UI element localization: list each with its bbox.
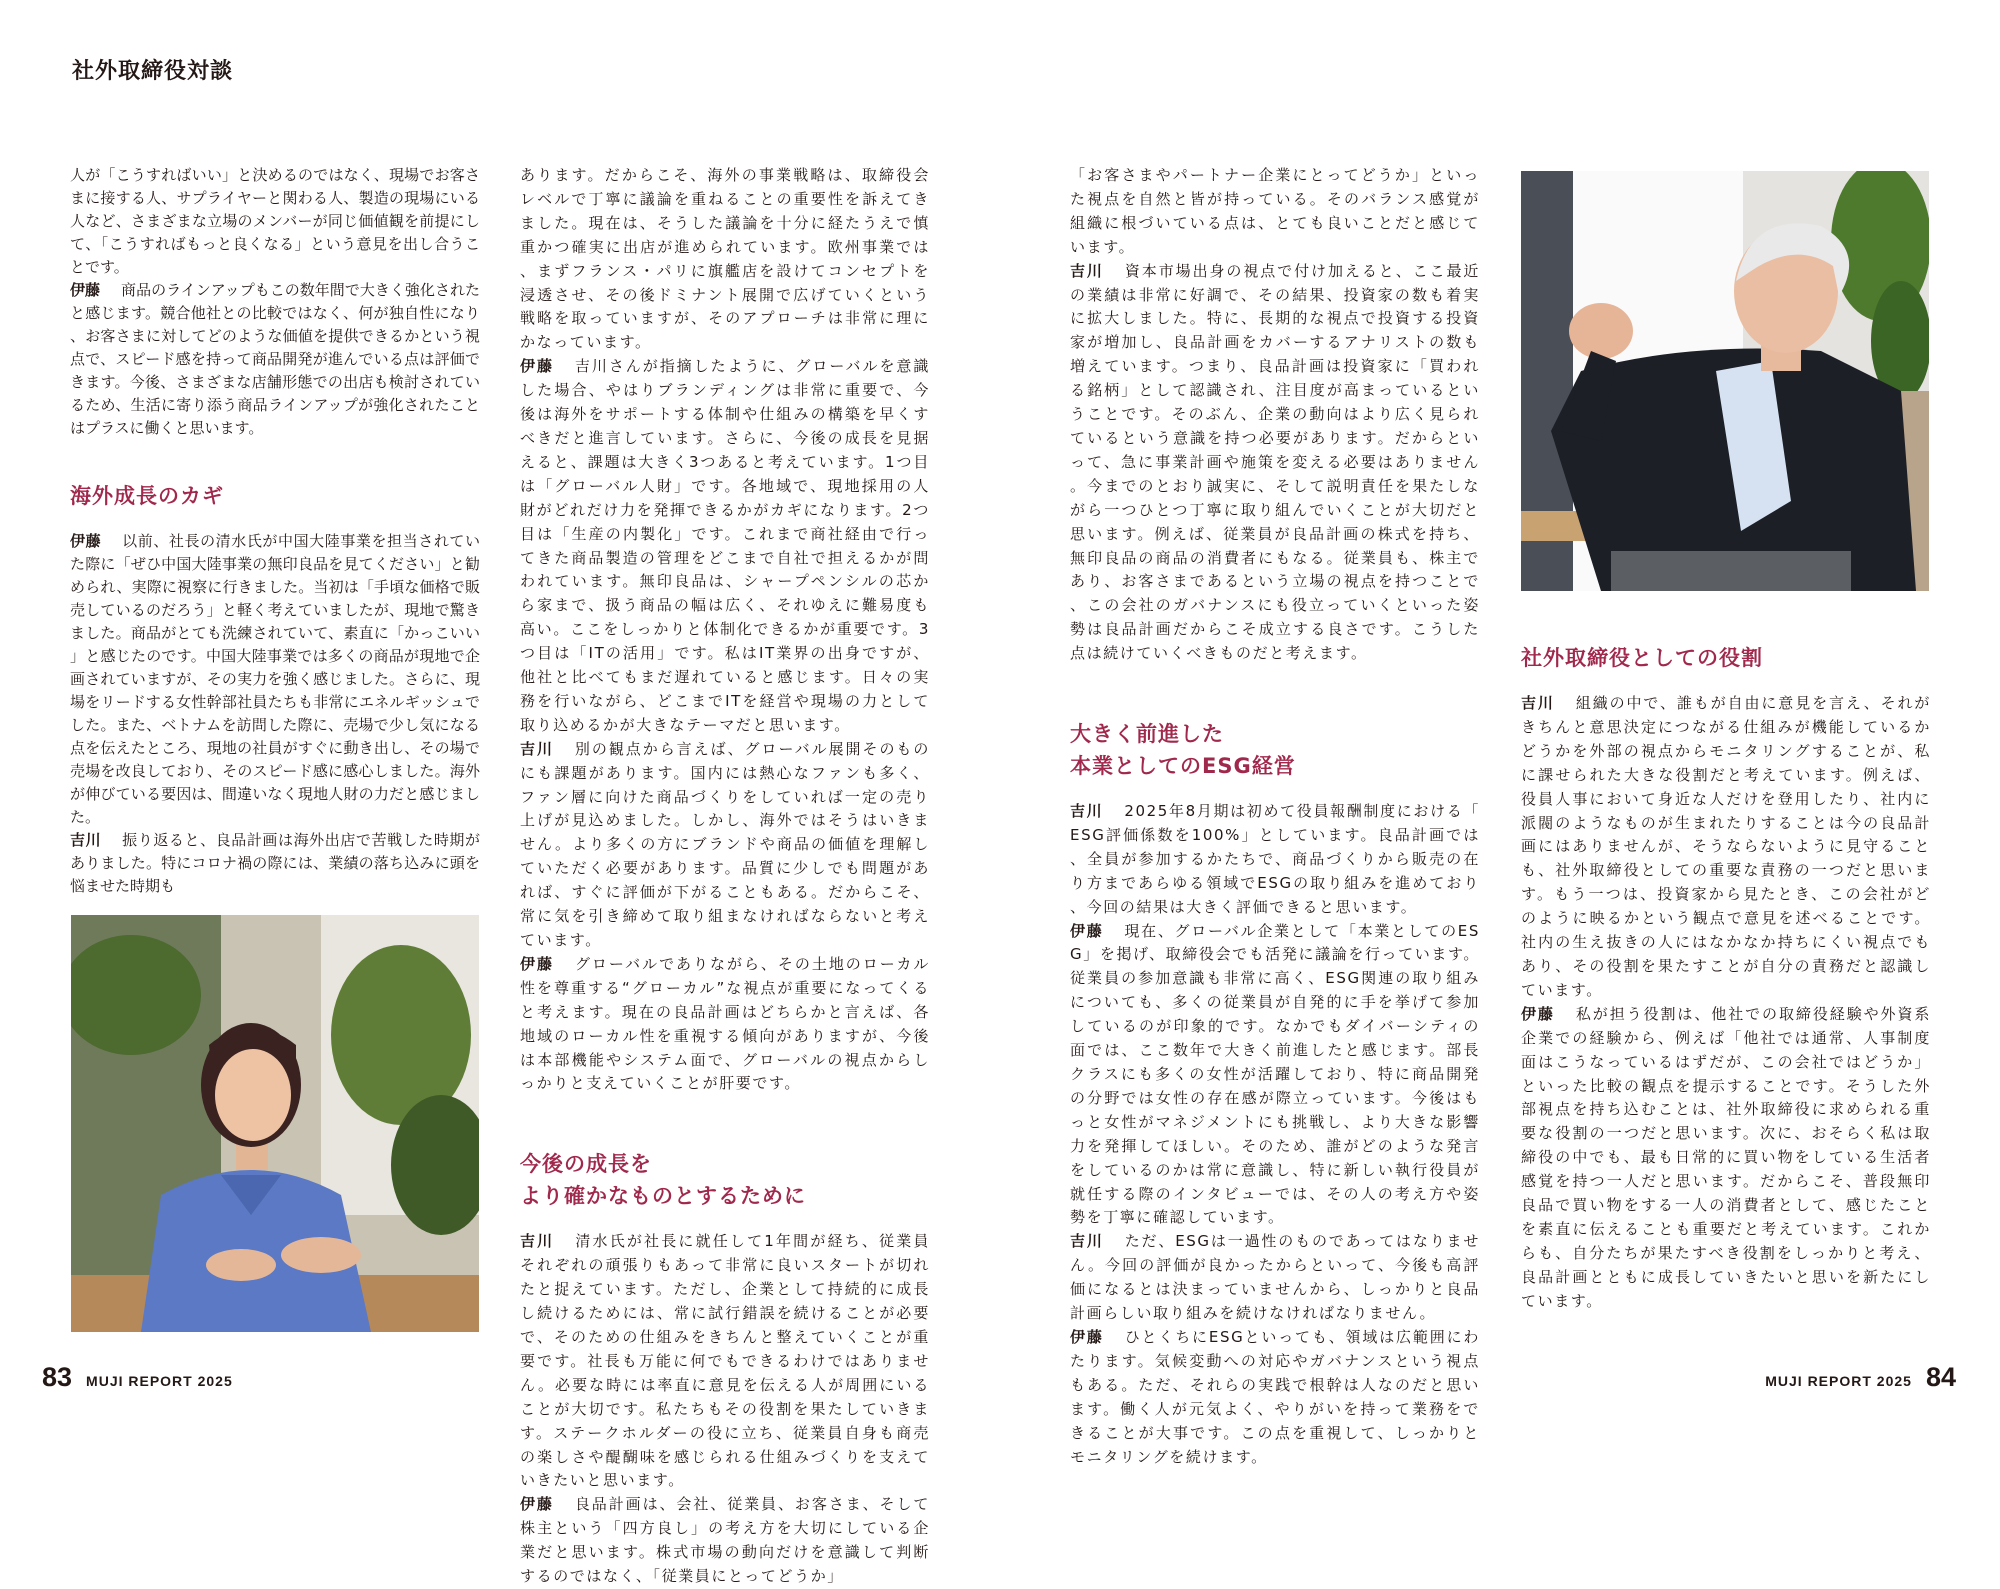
paragraph-text: あります。だからこそ、海外の事業戦略は、取締役会レベルで丁寧に議論を重ねることの重要性を訴えてきました。現在は、そうした議論を十分に経たうえで慎重かつ確実に出店が進められています。欧州事業では、まずフランス・パリに旗艦店を設けてコンセプトを浸透させ、その後ドミナント展開で広げていくという戦略を取っていますが、そのアプローチは非常に理にかなっています。 (520, 166, 930, 352)
paragraph-text: 組織の中で、誰もが自由に意見を言え、それがきちんと意思決定につながる仕組みが機能しているかどうかを外部の視点からモニタリングすることが、私に課せられた大きな役割だと考えています。例えば、役員人事において身近な人だけを登用したり、社内に派閥のようなものが生まれたりすることは今の良品計画にはありませんが、そうならないように見守ることも、社外取締役としての重要な責務の一つだと思います。もう一つは、投資家から見たとき、この会社がどのように映るかという観点で意見を述べることです。社内の生え抜きの人にはなかなか持ちにくい視点でもあり、その役割を果たすことが自分の責務だと認識しています。 (1521, 694, 1932, 999)
paragraph-text: グローバルでありながら、その土地のローカル性を尊重する“グローカル”な視点が重要になってくると考えます。現在の良品計画はどちらかと言えば、各地域のローカル性を重視する傾向がありますが、今後は本部機能やシステム面で、グローバルの視点からしっかりと支えていくことが肝要です。 (520, 954, 930, 1093)
paragraph-text: 私が担う役割は、他社での取締役経験や外資系企業での経験から、例えば「他社では通常、人事制度面はこうなっているはずだが、この会社ではどうか」といった比較の観点を提示することです。そうした外部視点を持ち込むことは、社外取締役に求められる重要な役割の一つだと思います。次に、おそらく私は取締役の中でも、最も日常的に買い物をしている生活者感覚を持つ一人だと思います。だからこそ、普段無印良品で買い物をする一人の消費者として、感じたことを素直に伝えることも重要だと考えています。これからも、自分たちが果たすべき役割をしっかりと考え、良品計画とともに成長していきたいと思いを新たにしています。 (1521, 1004, 1931, 1310)
section-heading-line: 本業としてのESG経営 (1070, 754, 1296, 779)
photo-yoshikawa (1521, 171, 1929, 591)
interview-paragraph (520, 355, 930, 738)
paragraph-text: ただ、ESGは一過性のものであってはなりません。今回の評価が良かったからといって、今後も高評価になるとは決まっていませんから、しっかりと良品計画らしい取り組みを続けなければなりません。 (1070, 1232, 1480, 1323)
interview-paragraph (1070, 800, 1480, 920)
section-heading-line: 海外成長のカギ (70, 484, 224, 508)
paragraph-text: 資本市場出身の視点で付け加えると、ここ最近の業績は非常に好調で、その結果、投資家の数も着実に拡大しました。特に、長期的な視点で投資する投資家が増加し、良品計画をカバーするアナリストの数も増えています。つまり、良品計画は投資家に「買われる銘柄」として認識され、注目度が高まっているということです。そのぶん、企業の動向はより広く見られているという意識を持つ必要があります。だからといって、急に事業計画や施策を変える必要はありません。今までのとおり誠実に、そして説明責任を果たしながら一つひとつ丁寧に取り組んでいくことが大切だと思います。例えば、従業員が良品計画の株式を持ち、無印良品の商品の消費者にもなる。従業員も、株主であり、お客さまであるという立場の視点を持つことで、この会社のガバナンスにも役立っていくといった姿勢は良品計画だからこそ成立する良さです。こうした点は続けていくべきものだと考えます。 (1070, 261, 1480, 663)
speaker-name: 吉川 (1070, 802, 1104, 821)
interview-paragraph (70, 164, 480, 279)
paragraph-text: 別の観点から言えば、グローバル展開そのものにも課題があります。国内には熱心なファンも多く、ファン層に向けた商品づくりをしていれば一定の売り上げが見込めました。しかし、海外ではそうはいきません。より多くの方にブランドや商品の価値を理解していただく必要があります。品質に少しでも問題があれば、すぐに評価が下がることもある。だからこそ、常に気を引き締めて取り組まなければならないと考えています。 (520, 739, 930, 949)
section-heading (1521, 642, 1931, 674)
interview-paragraph (1070, 1230, 1480, 1326)
interview-paragraph (520, 1230, 930, 1493)
interview-paragraph (70, 279, 480, 440)
interview-paragraph (70, 829, 480, 898)
page-title: 社外取締役対談 (72, 59, 234, 84)
section-heading (1070, 718, 1480, 782)
speaker-name: 吉川 (520, 739, 554, 758)
photo-ito (71, 915, 479, 1332)
speaker-name: 吉川 (1070, 1232, 1104, 1251)
speaker-name: 吉川 (1521, 694, 1555, 712)
interview-paragraph (70, 530, 480, 829)
interview-paragraph (1070, 260, 1480, 666)
interview-paragraph (520, 738, 930, 953)
column-1 (70, 164, 480, 898)
speaker-name: 伊藤 (1070, 1327, 1104, 1346)
speaker-name: 伊藤 (520, 954, 554, 973)
speaker-name: 吉川 (70, 831, 102, 849)
speaker-name: 吉川 (520, 1232, 555, 1251)
report-name-left: MUJI REPORT 2025 (86, 1373, 233, 1389)
paragraph-text: 2025年8月期は初めて役員報酬制度における「ESG評価係数を100%」としています。良品計画では、全員が参加するかたちで、商品づくりから販売の在り方まであらゆる領域でESGの取り組みを進めており、今回の結果は大きく評価できると思います。 (1070, 802, 1480, 916)
interview-paragraph (1070, 920, 1480, 1231)
speaker-name: 伊藤 (70, 281, 101, 299)
footer-left (42, 1362, 233, 1393)
speaker-name: 伊藤 (520, 1495, 554, 1514)
section-heading-line: 社外取締役としての役割 (1521, 646, 1763, 670)
paragraph-text: ひとくちにESGといっても、領域は広範囲にわたります。気候変動への対応やガバナンスという視点もある。ただ、それらの実践で根幹は人なのだと思います。働く人が元気よく、やりがいを持って業務をできることが大事です。この点を重視して、しっかりとモニタリングを続けます。 (1070, 1327, 1481, 1466)
speaker-name: 伊藤 (520, 357, 554, 376)
paragraph-text: 現在、グローバル企業として「本業としてのESG」を掲げ、取締役会でも活発に議論を行っています。従業員の参加意識も非常に高く、ESG関連の取り組みについても、多くの従業員が自発的に手を挙げて参加しているのが印象的です。なかでもダイバーシティの面では、ここ数年で大きく前進したと感じます。部長クラスにも多くの女性が活躍しており、特に商品開発の分野では女性の存在感が際立っています。今後はもっと女性がマネジメントにも挑戦し、より大きな影響力を発揮してほしい。そのため、誰がどのような発言をしているのかは常に意識し、特に新しい執行役員が就任する際のインタビューでは、その人の考え方や姿勢を丁寧に確認しています。 (1070, 921, 1481, 1227)
interview-paragraph (520, 1493, 930, 1589)
section-heading-line: より確かなものとするために (520, 1184, 806, 1209)
page-number-right: 84 (1925, 1362, 1956, 1392)
paragraph-text: 吉川さんが指摘したように、グローバルを意識した場合、やはりブランディングは非常に重要で、今後は海外をサポートする体制や仕組みの構築を早くすべきだと進言しています。さらに、今後の成長を見据えると、課題は大きく3つあると考えています。1つ目は「グローバル人財」です。各地域で、現地採用の人財がどれだけ力を発揮できるかがカギになります。2つ目は「生産の内製化」です。これまで商社経由で行ってきた商品製造の管理をどこまで自社で担えるかが問われています。無印良品は、シャープペンシルの芯から家まで、扱う商品の幅は広く、それゆえに難易度も高い。ここをしっかりと体制化できるかが重要です。3つ目は「ITの活用」です。私はIT業界の出身ですが、他社と比べてもまだ遅れていると感じます。日々の実務を行いながら、どこまでITを経営や現場の力として取り込めるかが大きなテーマだと思います。 (520, 357, 930, 734)
interview-paragraph (1521, 692, 1931, 1003)
column-4 (1521, 642, 1931, 1314)
interview-paragraph (1070, 164, 1480, 260)
paragraph-text: 人が「こうすればいい」と決めるのではなく、現場でお客さまに接する人、サプライヤーと関わる人、製造の現場にいる人など、さまざまな立場のメンバーが同じ価値観を前提にして、「こうすればもっと良くなる」という意見を出し合うことです。 (70, 166, 480, 276)
section-heading (70, 480, 480, 512)
section-heading-line: 大きく前進した (1070, 722, 1224, 747)
column-3 (1070, 164, 1480, 1469)
section-heading (520, 1148, 930, 1212)
interview-paragraph (520, 164, 930, 355)
interview-paragraph (1070, 1326, 1480, 1469)
paragraph-text: 良品計画は、会社、従業員、お客さま、そして株主という「四方良し」の考え方を大切にしている企業だと思います。株式市場の動向だけを意識して判断するのではなく、「従業員にとってどうか」 (520, 1495, 930, 1586)
section-heading-line: 今後の成長を (520, 1152, 652, 1177)
interview-paragraph (1521, 1003, 1931, 1314)
column-2 (520, 164, 930, 1589)
paragraph-text: 以前、社長の清水氏が中国大陸事業を担当されていた際に「ぜひ中国大陸事業の無印良品を見てください」と勧められ、実際に視察に行きました。当初は「手頃な価格で販売しているのだろう」と軽く考えていましたが、現地で驚きました。商品がとても洗練されていて、素直に「かっこいい」と感じたのです。中国大陸事業では多くの商品が現地で企画されていますが、その実力を強く感じました。さらに、現場をリードする女性幹部社員たちも非常にエネルギッシュでした。また、ベトナムを訪問した際に、売場で少し気になる点を伝えたところ、現地の社員がすぐに動き出し、その場で売場を改良しており、そのスピード感に感心しました。海外が伸びている要因は、間違いなく現地人財の力だと感じました。 (70, 532, 480, 826)
interview-paragraph (520, 953, 930, 1096)
speaker-name: 伊藤 (1521, 1004, 1555, 1023)
paragraph-text: 商品のラインアップもこの数年間で大きく強化されたと感じます。競合他社との比較ではなく、何が独自性になり、お客さまに対してどのような価値を提供できるかという視点で、スピード感を持って商品開発が進んでいる点は評価できます。今後、さまざまな店舗形態での出店も検討されているため、生活に寄り添う商品ラインアップが強化されたことはプラスに働くと思います。 (70, 281, 480, 437)
page-number-left: 83 (42, 1362, 73, 1392)
paragraph-text: 振り返ると、良品計画は海外出店で苦戦した時期がありました。特にコロナ禍の際には、業績の落ち込みに頭を悩ませた時期も (70, 831, 480, 895)
footer-right (1765, 1362, 1956, 1393)
speaker-name: 伊藤 (70, 532, 102, 550)
paragraph-text: 清水氏が社長に就任して1年間が経ち、従業員それぞれの頑張りもあって非常に良いスタートが切れたと捉えています。ただし、企業として持続的に成長し続けるためには、常に試行錯誤を続けることが必要で、そのための仕組みをきちんと整えていくことが重要です。社長も万能に何でもできるわけではありません。必要な時には率直に意見を伝える人が周囲にいることが大切です。私たちもその役割を果たしていきます。ステークホルダーの役に立ち、従業員自身も商売の楽しさや醍醐味を感じられる仕組みづくりを支えていきたいと思います。 (520, 1232, 930, 1490)
report-name-right: MUJI REPORT 2025 (1765, 1373, 1912, 1389)
speaker-name: 伊藤 (1070, 921, 1104, 940)
paragraph-text: 「お客さまやパートナー企業にとってどうか」といった視点を自然と皆が持っている。そのバランス感覚が組織に根づいている点は、とても良いことだと感じています。 (1070, 166, 1480, 256)
speaker-name: 吉川 (1070, 261, 1104, 280)
